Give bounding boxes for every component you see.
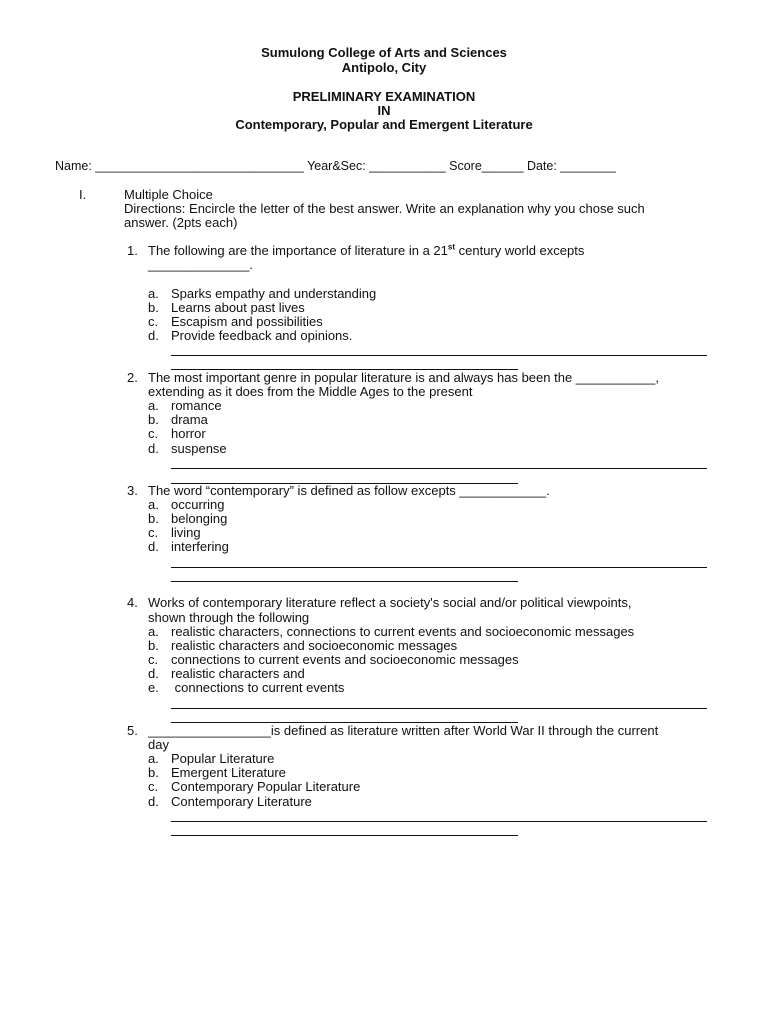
choice-letter: d. — [148, 328, 159, 343]
choice-letter: a. — [148, 751, 159, 766]
choice-letter: a. — [148, 286, 159, 301]
question-number: 1. — [127, 243, 138, 258]
school-name: Sumulong College of Arts and Sciences — [261, 45, 507, 60]
question-text: Works of contemporary literature reflect a society's social and/or political viewpoints, — [148, 595, 632, 610]
choice-letter: d. — [148, 666, 159, 681]
section-directions-cont: answer. (2pts each) — [124, 215, 238, 230]
choice-letter: b. — [148, 765, 159, 780]
choice-text: realistic characters, connections to current events and socioeconomic messages — [171, 624, 635, 639]
choice-letter: d. — [148, 794, 159, 809]
choice-text: Emergent Literature — [171, 765, 286, 780]
question-text: The following are the importance of literature in a 21st century world excepts — [148, 242, 585, 258]
choice-letter: a. — [148, 624, 159, 639]
choice-text: Sparks empathy and understanding — [171, 286, 377, 301]
choice-letter: b. — [148, 638, 159, 653]
choice-letter: b. — [148, 412, 159, 427]
choice-letter: c. — [148, 652, 159, 667]
ordinal-suffix: st — [447, 242, 456, 252]
choice-text: drama — [171, 412, 208, 427]
choice-letter: e. — [148, 680, 159, 695]
section-title: Multiple Choice — [124, 187, 213, 202]
section-directions: Directions: Encircle the letter of the best answer. Write an explanation why you chose such — [124, 201, 645, 216]
choice-text: horror — [171, 426, 206, 441]
exam-in: IN — [377, 103, 391, 118]
choice-text: realistic characters and socioeconomic messages — [171, 638, 458, 653]
choice-text: romance — [171, 398, 222, 413]
choice-letter: b. — [148, 511, 159, 526]
question-text: _________________is defined as literature written after World War II through the current — [148, 723, 659, 738]
question-text-cont: ______________. — [148, 257, 253, 272]
choice-text: occurring — [171, 497, 225, 512]
exam-title: PRELIMINARY EXAMINATION — [292, 89, 476, 104]
explanation-line[interactable] — [171, 835, 518, 836]
choice-text: living — [171, 525, 201, 540]
exam-subject: Contemporary, Popular and Emergent Literature — [235, 117, 533, 132]
question-number: 2. — [127, 370, 138, 385]
choice-text: connections to current events — [171, 680, 345, 695]
explanation-line[interactable] — [171, 355, 707, 356]
choice-letter: b. — [148, 300, 159, 315]
school-city: Antipolo, City — [341, 60, 427, 75]
question-text: The word “contemporary” is defined as follow excepts ____________. — [148, 483, 550, 498]
choice-letter: c. — [148, 525, 159, 540]
question-text-cont: shown through the following — [148, 610, 310, 625]
choice-letter: a. — [148, 497, 159, 512]
explanation-line[interactable] — [171, 821, 707, 822]
explanation-line[interactable] — [171, 468, 707, 469]
choice-text: Escapism and possibilities — [171, 314, 323, 329]
explanation-line[interactable] — [171, 567, 707, 568]
question-text-cont: day — [148, 737, 169, 752]
choice-letter: c. — [148, 426, 159, 441]
choice-letter: d. — [148, 441, 159, 456]
choice-text: realistic characters and — [171, 666, 305, 681]
choice-letter: a. — [148, 398, 159, 413]
explanation-line[interactable] — [171, 581, 518, 582]
choice-text: Learns about past lives — [171, 300, 305, 315]
section-numeral: I. — [79, 187, 87, 202]
choice-text: Contemporary Popular Literature — [171, 779, 361, 794]
choice-text: Popular Literature — [171, 751, 275, 766]
student-info-line: Name: ______________________________ Year&Sec: ___________ Score______ Date: ________ — [55, 159, 616, 173]
choice-text: interfering — [171, 539, 229, 554]
question-number: 3. — [127, 483, 138, 498]
choice-letter: d. — [148, 539, 159, 554]
explanation-line[interactable] — [171, 708, 707, 709]
question-number: 4. — [127, 595, 138, 610]
choice-text: Contemporary Literature — [171, 794, 312, 809]
question-text: The most important genre in popular literature is and always has been the ___________, — [148, 370, 659, 385]
choice-letter: c. — [148, 314, 159, 329]
choice-text: connections to current events and socioeconomic messages — [171, 652, 519, 667]
choice-text: Provide feedback and opinions. — [171, 328, 353, 343]
choice-letter: c. — [148, 779, 159, 794]
choice-text: suspense — [171, 441, 227, 456]
choice-text: belonging — [171, 511, 228, 526]
question-number: 5. — [127, 723, 138, 738]
question-text-cont: extending as it does from the Middle Ages to the present — [148, 384, 473, 399]
